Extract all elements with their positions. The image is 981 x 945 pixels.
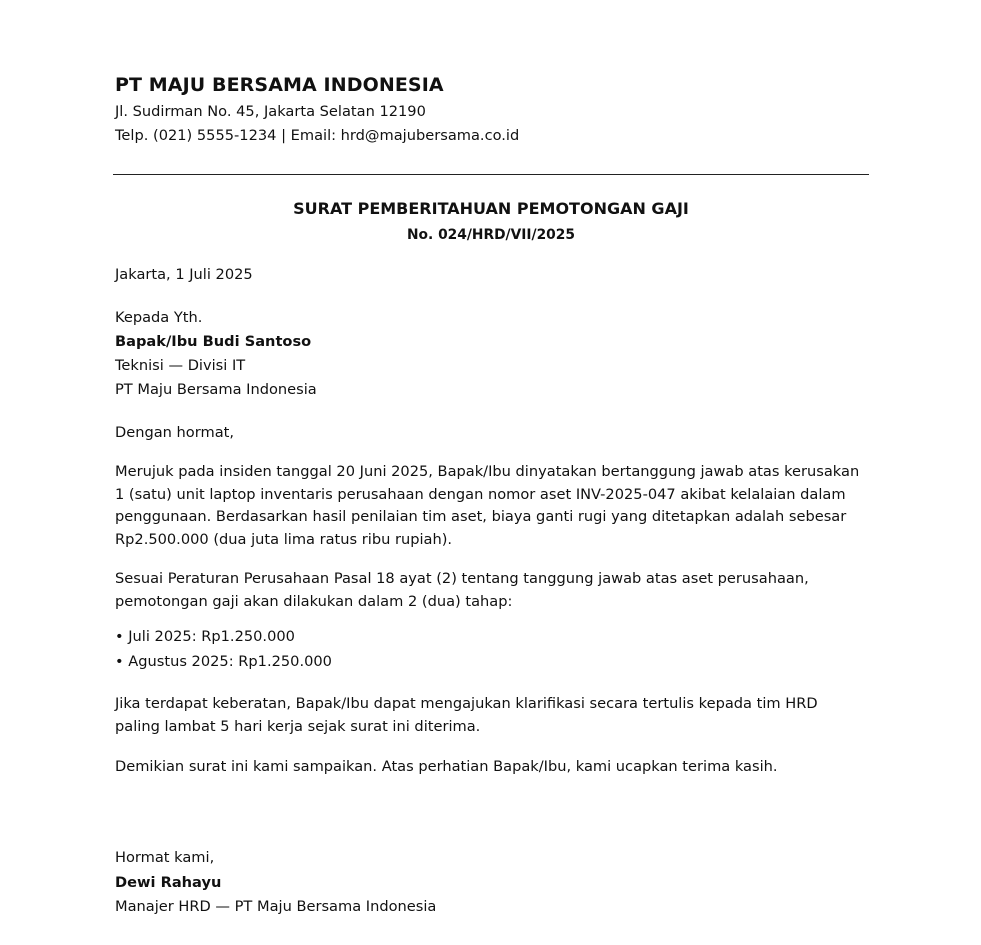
body-paragraph-objection: Jika terdapat keberatan, Bapak/Ibu dapat mengajukan klarifikasi secara tertulis kepada tim HRD paling lambat 5 hari kerja sejak surat ini diterima. bbox=[115, 695, 818, 735]
place-date: Jakarta, 1 Juli 2025 bbox=[115, 266, 253, 283]
letter-title: SURAT PEMBERITAHUAN PEMOTONGAN GAJI bbox=[293, 199, 689, 218]
company-contact: Telp. (021) 5555-1234 | Email: hrd@majubersama.co.id bbox=[115, 127, 520, 144]
list-item: • Agustus 2025: Rp1.250.000 bbox=[115, 653, 332, 670]
salutation: Dengan hormat, bbox=[115, 424, 235, 441]
list-item: • Juli 2025: Rp1.250.000 bbox=[115, 628, 295, 645]
signer-name: Dewi Rahayu bbox=[115, 874, 222, 891]
body-paragraph-closing: Demikian surat ini kami sampaikan. Atas perhatian Bapak/Ibu, kami ucapkan terima kasih. bbox=[115, 758, 778, 775]
signer-title: Manajer HRD — PT Maju Bersama Indonesia bbox=[115, 898, 437, 915]
recipient-company: PT Maju Bersama Indonesia bbox=[115, 381, 317, 398]
installment-list bbox=[115, 626, 332, 676]
closing-regards: Hormat kami, bbox=[115, 849, 215, 866]
letterhead-divider bbox=[113, 174, 869, 175]
recipient-position: Teknisi — Divisi IT bbox=[115, 357, 246, 374]
recipient-name: Bapak/Ibu Budi Santoso bbox=[115, 333, 312, 350]
company-address: Jl. Sudirman No. 45, Jakarta Selatan 12190 bbox=[115, 103, 426, 120]
body-paragraph-regulation: Sesuai Peraturan Perusahaan Pasal 18 ayat (2) tentang tanggung jawab atas aset perusahaan, pemotongan gaji akan dilakukan dalam 2 (dua) tahap: bbox=[115, 570, 809, 610]
body-paragraph-incident: Merujuk pada insiden tanggal 20 Juni 2025, Bapak/Ibu dinyatakan bertanggung jawab atas kerusakan 1 (satu) unit laptop inventaris perusahaan dengan nomor aset INV-2025-047 akibat kelalaian dalam penggunaan. Berdasarkan hasil penilaian tim aset, biaya ganti rugi yang ditetapkan adalah sebesar Rp2.500.000 (dua juta lima ratus ribu rupiah). bbox=[115, 463, 860, 548]
company-name: PT MAJU BERSAMA INDONESIA bbox=[115, 74, 444, 96]
letter-number: No. 024/HRD/VII/2025 bbox=[407, 227, 575, 243]
recipient-greeting: Kepada Yth. bbox=[115, 309, 203, 326]
